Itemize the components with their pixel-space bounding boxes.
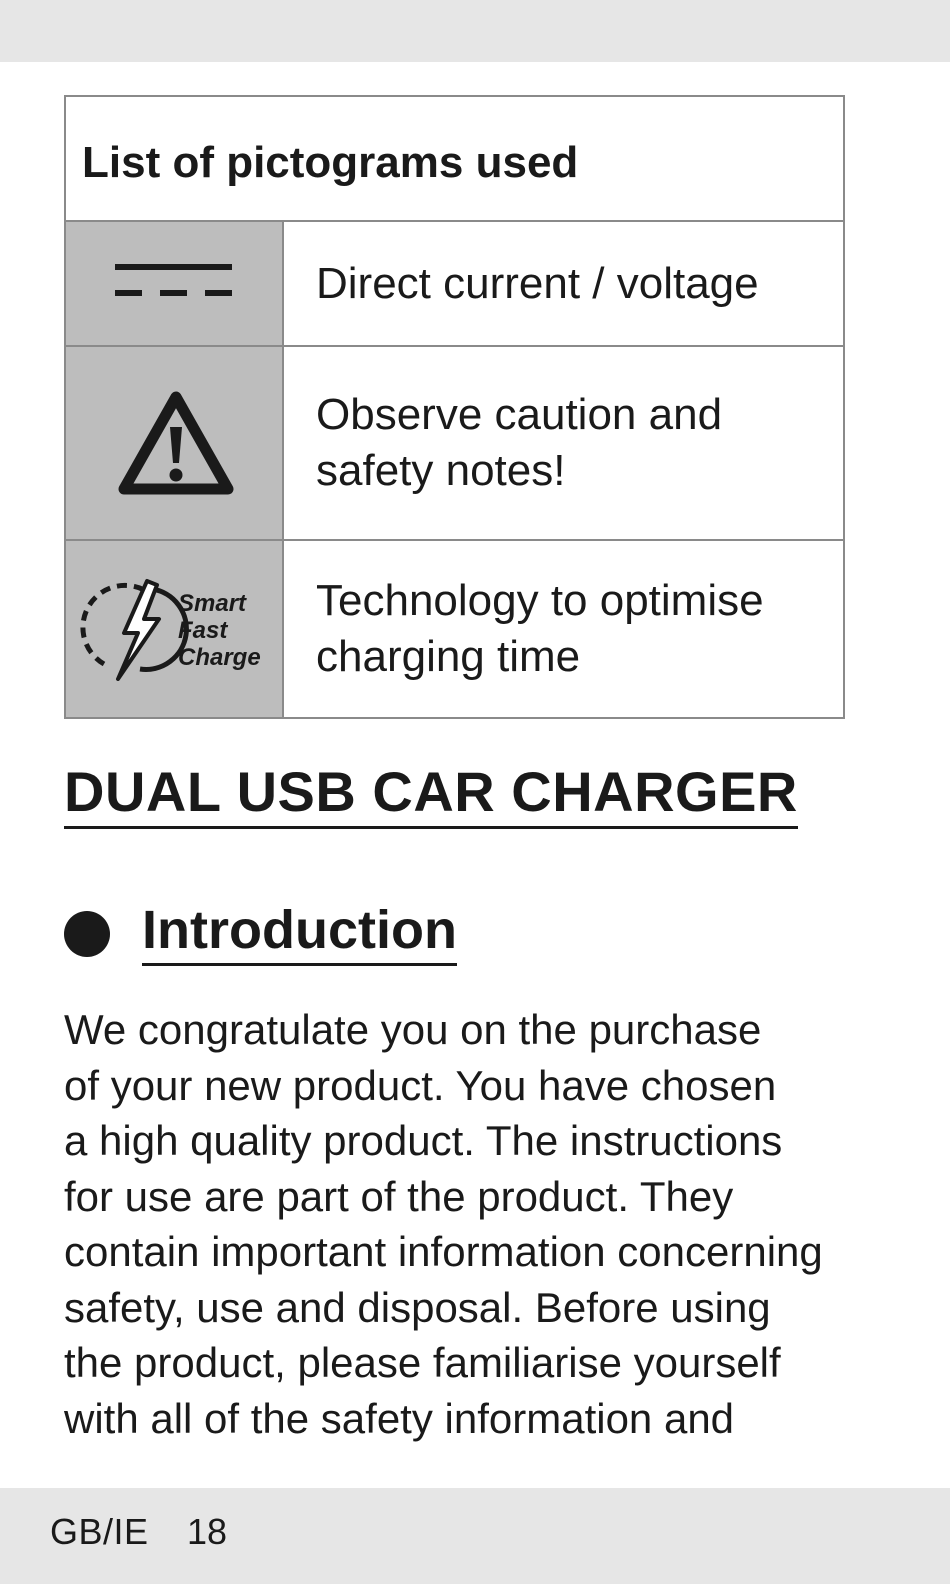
pictogram-table-header xyxy=(66,97,843,222)
smart-fast-charge-icon xyxy=(74,571,284,691)
text-line: a high quality product. The instructions xyxy=(64,1117,783,1164)
smart-fast-charge-icon-text: Charge xyxy=(178,644,261,671)
smart-fast-charge-icon-text: Fast xyxy=(178,617,228,644)
text-line: safety, use and disposal. Before using xyxy=(64,1283,771,1331)
text-line: for use are part of the product. They xyxy=(64,1172,734,1220)
pictogram-description xyxy=(316,222,833,345)
section-title: Introduction xyxy=(142,899,457,966)
pictogram-description-line: safety notes! xyxy=(316,446,566,495)
pictogram-icon-cell xyxy=(66,347,284,539)
text-line: We congratulate you on the purchase xyxy=(64,1006,762,1053)
top-band xyxy=(0,0,950,62)
pictogram-row xyxy=(66,222,843,347)
page-number: 18 xyxy=(187,1511,228,1552)
text-line: with all of the safety information and xyxy=(64,1394,735,1442)
text-line: of your new product. You have chosen xyxy=(64,1061,777,1109)
text-line: the product, please familiarise yourself xyxy=(64,1339,781,1386)
pictogram-description xyxy=(316,347,833,539)
pictogram-description-line: charging time xyxy=(316,632,581,681)
pictogram-description-line: Observe caution and xyxy=(316,390,723,439)
footer-region: GB/IE xyxy=(50,1511,149,1552)
introduction-text xyxy=(64,1002,864,1446)
product-title: DUAL USB CAR CHARGER xyxy=(64,760,798,829)
pictogram-icon-cell xyxy=(66,222,284,345)
pictogram-table xyxy=(64,95,845,719)
pictogram-description-line: Technology to optimise xyxy=(316,576,764,625)
pictogram-table-title: List of pictograms used xyxy=(82,138,579,187)
warning-triangle-icon xyxy=(116,389,236,499)
smart-fast-charge-icon-text: Smart xyxy=(178,590,247,617)
pictogram-description xyxy=(316,541,833,717)
direct-current-icon xyxy=(115,264,235,304)
text-line: contain important information concerning xyxy=(64,1228,823,1275)
pictogram-row xyxy=(66,541,843,717)
pictogram-description-line: Direct current / voltage xyxy=(316,258,759,308)
pictogram-row xyxy=(66,347,843,541)
section-heading xyxy=(64,895,664,975)
pictogram-icon-cell xyxy=(66,541,284,717)
bullet-icon xyxy=(64,911,110,957)
